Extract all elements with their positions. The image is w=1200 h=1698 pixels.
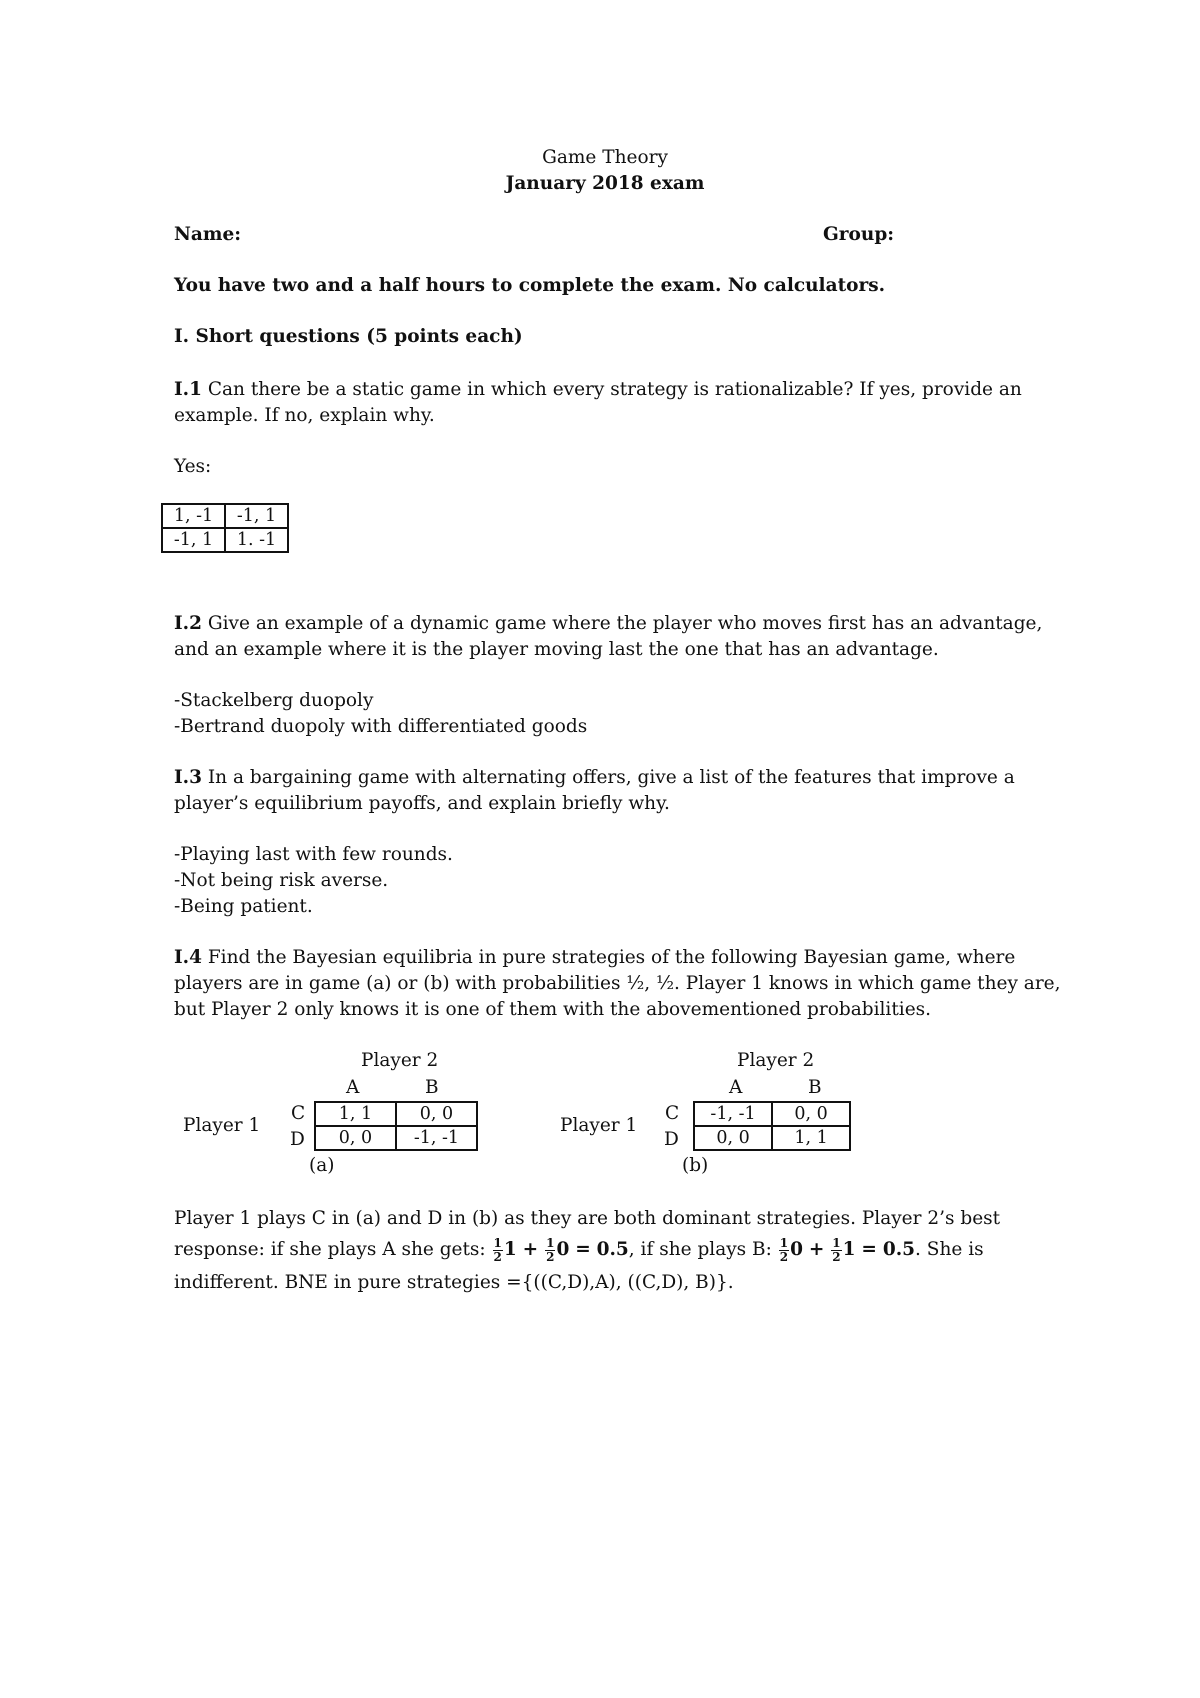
group-label: Group:	[823, 224, 895, 245]
game-a-player-1-label: Player 1	[183, 1115, 261, 1136]
matrix-row	[162, 528, 288, 552]
question-4-line-2: players are in game (a) or (b) with probabilities ½, ½. Player 1 knows in which game they are,	[174, 973, 1061, 994]
question-4-line-3: but Player 2 only knows it is one of them with the abovementioned probabilities.	[174, 999, 932, 1020]
question-4-number: I.4	[174, 947, 202, 968]
question-3-line-2: player’s equilibrium payoffs, and explain briefly why.	[174, 793, 670, 814]
matrix-row	[315, 1102, 477, 1126]
matrix-row	[162, 504, 288, 528]
question-1-line-1	[174, 377, 1022, 403]
question-3-text: In a bargaining game with alternating offers, give a list of the features that improve a	[201, 767, 1015, 788]
question-2-line-1	[174, 611, 1042, 637]
game-a-payoff-matrix	[314, 1101, 478, 1151]
matrix-cell: -1, -1	[694, 1102, 772, 1126]
game-b-payoff-matrix	[693, 1101, 851, 1151]
game-b-player-1-label: Player 1	[560, 1115, 638, 1136]
matrix-row	[694, 1102, 850, 1126]
question-4-answer-line-2: response: if she plays A she gets: $\frac{1}{2}$ 1 + $\frac{1}{2}$ 0 = 0.5, if she plays B: $\frac{1}{2}$ 0 + $\frac{1}{2}$ 1 = 0.5. She is	[174, 1235, 984, 1264]
question-4-answer-line-3: indifferent. BNE in pure strategies ={((C,D),A), ((C,D), B)}.	[174, 1272, 734, 1293]
game-a-caption: (a)	[309, 1155, 335, 1176]
fraction-half: $\frac{1}{2}$	[546, 1235, 555, 1264]
game-b-player-2-label: Player 2	[737, 1050, 815, 1071]
question-3-answer-3: -Being patient.	[174, 896, 313, 917]
question-1-text: Can there be a static game in which every strategy is rationalizable? If yes, provide an	[201, 379, 1022, 400]
matrix-row	[315, 1126, 477, 1150]
game-b-row-c: C	[665, 1103, 680, 1124]
name-label: Name:	[174, 224, 242, 245]
question-2-answer-1: -Stackelberg duopoly	[174, 690, 374, 711]
matrix-cell: 1, 1	[772, 1126, 850, 1150]
matrix-cell: 1, -1	[162, 504, 225, 528]
question-1-number: I.1	[174, 379, 202, 400]
document-subtitle: January 2018 exam	[505, 173, 705, 194]
fraction-half: $\frac{1}{2}$	[493, 1235, 502, 1264]
game-b-column-a: A	[729, 1077, 743, 1098]
matrix-row	[694, 1126, 850, 1150]
matrix-cell: -1, -1	[396, 1126, 477, 1150]
question-2-line-2: and an example where it is the player moving last the one that has an advantage.	[174, 639, 939, 660]
game-a-player-2-label: Player 2	[361, 1050, 439, 1071]
matrix-cell: -1, 1	[162, 528, 225, 552]
game-b-caption: (b)	[682, 1155, 709, 1176]
game-a-row-d: D	[290, 1129, 305, 1150]
game-b-column-b: B	[808, 1077, 822, 1098]
matrix-cell: 0, 0	[772, 1102, 850, 1126]
question-1-line-2: example. If no, explain why.	[174, 405, 435, 426]
question-3-answer-1: -Playing last with few rounds.	[174, 844, 453, 865]
game-a-column-a: A	[346, 1077, 360, 1098]
document-title: Game Theory	[542, 147, 668, 168]
matrix-cell: -1, 1	[225, 504, 288, 528]
question-4-line-1	[174, 945, 1015, 971]
question-4-text: Find the Bayesian equilibria in pure strategies of the following Bayesian game, where	[201, 947, 1016, 968]
question-2-answer-2: -Bertrand duopoly with differentiated goods	[174, 716, 588, 737]
question-2-number: I.2	[174, 613, 202, 634]
question-3-answer-2: -Not being risk averse.	[174, 870, 389, 891]
instructions: You have two and a half hours to complete the exam. No calculators.	[174, 275, 886, 296]
question-4-answer-line-1: Player 1 plays C in (a) and D in (b) as they are both dominant strategies. Player 2’s best	[174, 1208, 1001, 1229]
game-a-row-c: C	[291, 1103, 306, 1124]
section-heading: I. Short questions (5 points each)	[174, 326, 523, 347]
matrix-cell: 1, 1	[315, 1102, 396, 1126]
question-3-number: I.3	[174, 767, 202, 788]
game-b-row-d: D	[664, 1129, 679, 1150]
question-1-payoff-matrix	[161, 503, 289, 553]
answer-text-part-1: response: if she plays A she gets:	[174, 1239, 492, 1260]
question-2-text: Give an example of a dynamic game where the player who moves first has an advantage,	[201, 613, 1043, 634]
answer-text-part-3: . She is	[915, 1239, 984, 1260]
matrix-cell: 0, 0	[396, 1102, 477, 1126]
fraction-half: $\frac{1}{2}$	[832, 1235, 841, 1264]
fraction-half: $\frac{1}{2}$	[779, 1235, 789, 1264]
matrix-cell: 1. -1	[225, 528, 288, 552]
question-1-answer: Yes:	[174, 456, 212, 477]
question-3-line-1	[174, 765, 1015, 791]
game-a-column-b: B	[425, 1077, 439, 1098]
answer-text-part-2: , if she plays B:	[628, 1239, 778, 1260]
matrix-cell: 0, 0	[315, 1126, 396, 1150]
matrix-cell: 0, 0	[694, 1126, 772, 1150]
